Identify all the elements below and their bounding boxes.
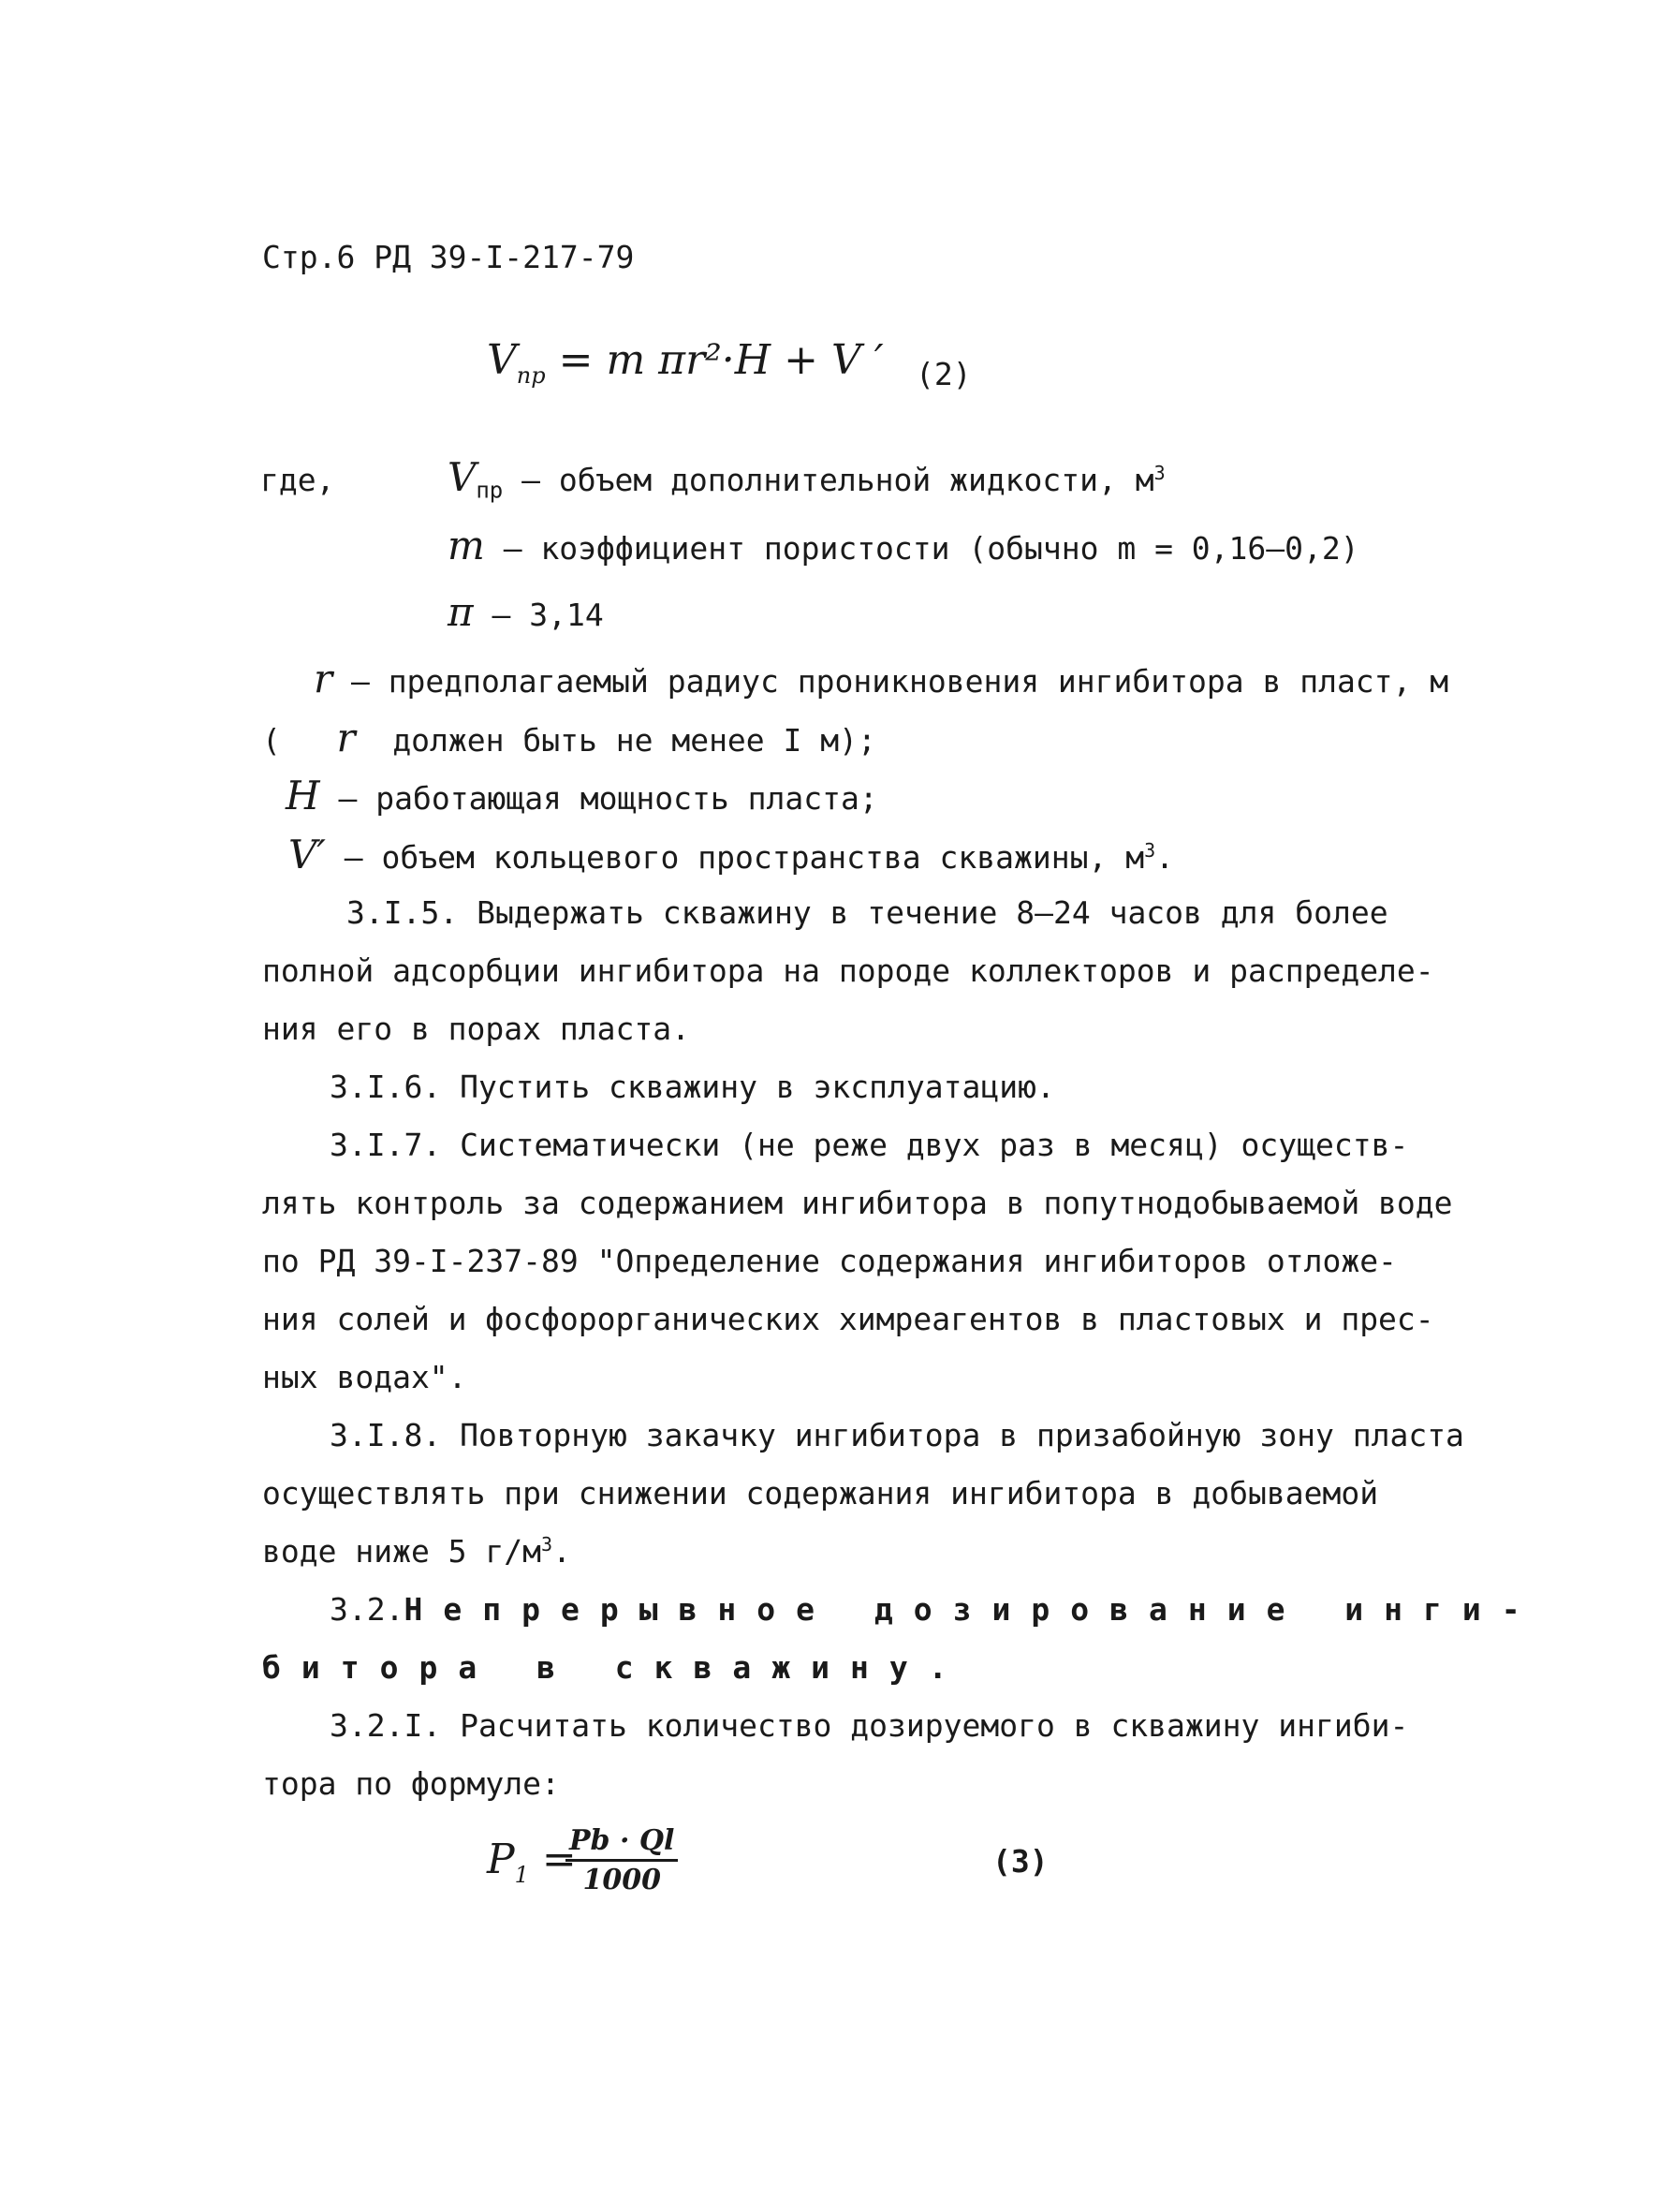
where-item-text: – работающая мощность пласта;	[338, 780, 878, 817]
formula-2-lhs-sub: пр	[516, 361, 546, 389]
symbol-r: r	[314, 656, 333, 701]
formula-2	[487, 336, 884, 389]
formula-3-lhs	[487, 1836, 577, 1888]
symbol-v: V	[448, 454, 477, 500]
section-32-title-1: Непрерывное дозирование инги-	[404, 1591, 1541, 1628]
where-item-annulus	[288, 832, 1174, 877]
formula-2-number: (2)	[916, 356, 972, 392]
symbol-v-prime: V′	[288, 832, 326, 877]
para-321-line-1: 3.2.I. Расчитать количество дозируемого в скважину ингиби-	[330, 1707, 1409, 1744]
where-item-radius	[314, 656, 1449, 701]
para-317-line-2: лять контроль за содержанием ингибитора в попутнодобываемой воде	[262, 1185, 1453, 1221]
where-item-radius-note	[262, 715, 876, 760]
formula-3-eq: =	[541, 1836, 577, 1883]
symbol-v-sub: пр	[476, 477, 504, 504]
formula-3-number: (3)	[992, 1843, 1049, 1880]
para-318-line-3	[262, 1533, 571, 1571]
formula-3-lhs-main: P	[487, 1836, 515, 1883]
section-32-heading-line-1	[330, 1591, 1541, 1629]
para-315-line-3: ния его в порах пласта.	[262, 1010, 690, 1047]
where-item-text: – объем кольцевого пространства скважины, м	[344, 839, 1145, 876]
para-317-line-3: по РД 39-I-237-89 "Определение содержания ингибиторов отложе-	[262, 1243, 1397, 1279]
para-317-line-4: ния солей и фосфорорганических химреагентов в пластовых и прес-	[262, 1301, 1434, 1337]
para-316: 3.I.6. Пустить скважину в эксплуатацию.	[330, 1069, 1055, 1105]
para-315-line-2: полной адсорбции ингибитора на породе коллекторов и распределе-	[262, 952, 1434, 989]
symbol-pi: π	[448, 589, 474, 635]
where-item-text: – предполагаемый радиус проникновения ингибитора в пласт, м	[350, 663, 1449, 700]
paren-open: (	[262, 722, 281, 759]
where-item-porosity	[448, 523, 1359, 568]
symbol-h: H	[286, 773, 320, 818]
unit-sup: 3	[1144, 839, 1156, 862]
where-item-text: – коэффициент пористости (обычно m = 0,16–0,2)	[503, 530, 1359, 567]
formula-3-numerator: Pb · Ql	[565, 1824, 678, 1862]
para-318-line-1: 3.I.8. Повторную закачку ингибитора в призабойную зону пласта	[330, 1417, 1464, 1453]
para-317-line-5: ных водах".	[262, 1359, 467, 1395]
where-item-tail: .	[1155, 839, 1174, 876]
para-318-last-text: воде ниже 5 г/м	[262, 1533, 542, 1570]
para-318-tail: .	[552, 1533, 571, 1570]
where-item-text: – объем дополнительной жидкости, м	[521, 462, 1154, 498]
where-item-thickness	[286, 773, 878, 818]
where-item-pi	[448, 589, 604, 635]
symbol-m: m	[448, 523, 485, 568]
section-32-number: 3.2.	[330, 1591, 404, 1628]
formula-3-fraction	[565, 1824, 678, 1896]
formula-3-lhs-sub: 1	[514, 1861, 529, 1888]
formula-2-rhs: = m πr²·H + V ′	[558, 336, 884, 384]
page-header: Стр.6 РД 39-I-217-79	[262, 239, 635, 275]
para-317-line-1: 3.I.7. Систематически (не реже двух раз в месяц) осуществ-	[330, 1127, 1409, 1163]
para-315-line-1: 3.I.5. Выдержать скважину в течение 8–24 часов для более	[346, 894, 1388, 931]
formula-3-denominator: 1000	[582, 1864, 661, 1896]
para-318-line-2: осуществлять при снижении содержания ингибитора в добываемой	[262, 1475, 1379, 1512]
symbol-r: r	[336, 715, 356, 760]
formula-2-lhs: V	[487, 336, 517, 384]
section-32-heading-line-2: битора в скважину.	[262, 1649, 968, 1686]
para-321-line-2: тора по формуле:	[262, 1765, 560, 1802]
where-label: где,	[260, 462, 335, 498]
where-item-text: должен быть не менее I м);	[392, 722, 876, 759]
where-item-text: – 3,14	[492, 597, 604, 633]
where-item-volume	[448, 454, 1166, 504]
unit-sup: 3	[541, 1533, 553, 1556]
unit-sup: 3	[1153, 462, 1166, 484]
